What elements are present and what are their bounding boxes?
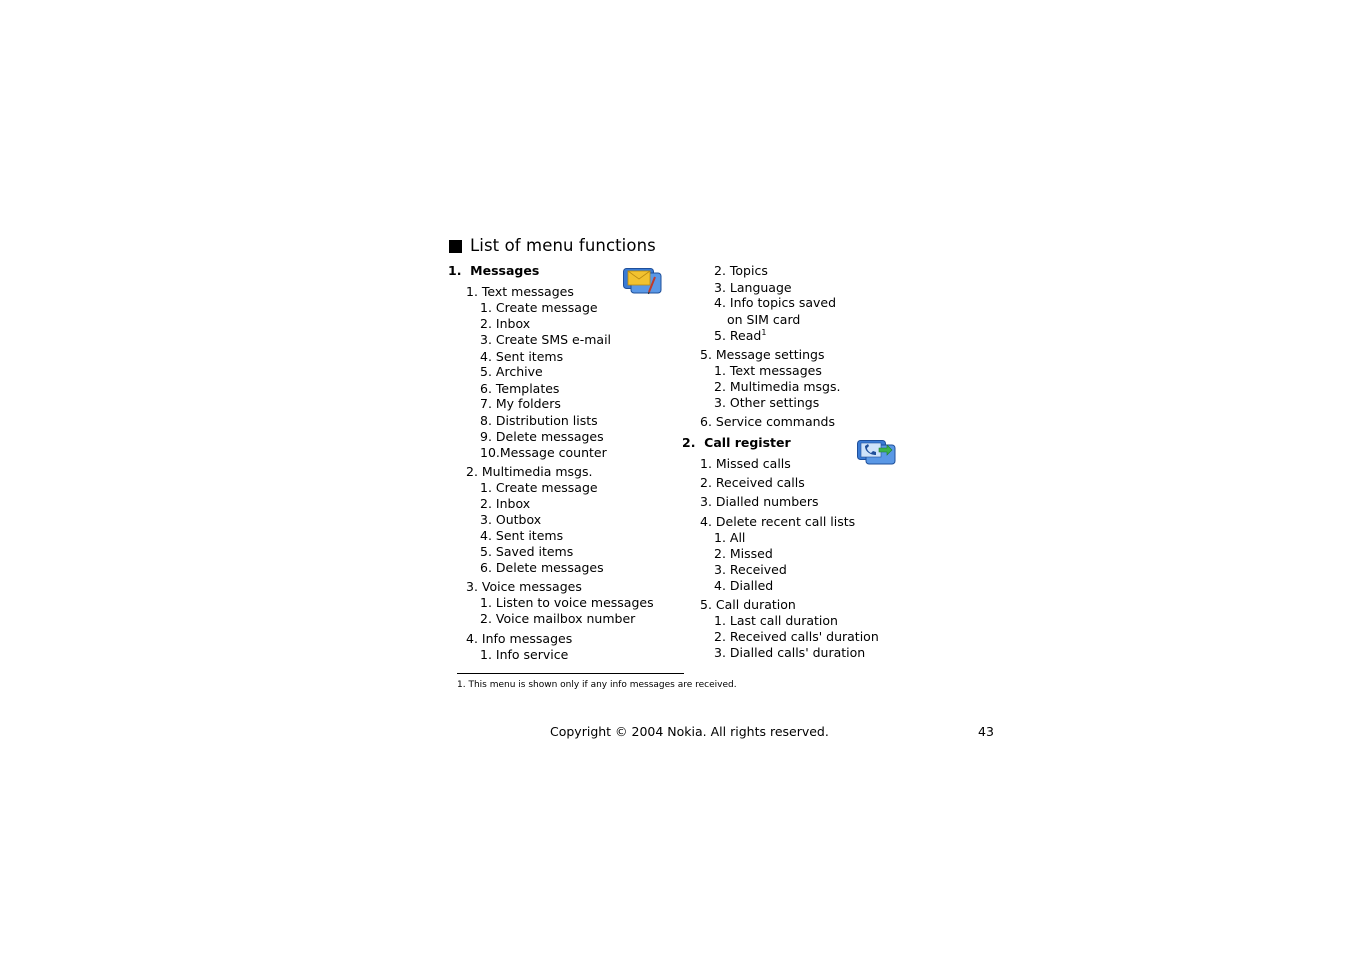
footnote-ref: 1 [761,328,767,337]
footnote-divider [457,673,684,674]
menu-item: on SIM card [727,312,801,327]
menu-item: 8. Distribution lists [480,413,598,428]
menu-item: 1. Text messages [466,284,574,299]
menu-item-call-register: 2. Call register [682,435,791,450]
menu-item: 10.Message counter [480,445,607,460]
menu-item: 1. Create message [480,300,598,315]
menu-item: 1. Listen to voice messages [480,595,654,610]
menu-item: 1. Info service [480,647,569,662]
menu-item: 1. Create message [480,480,598,495]
menu-item: 5. Saved items [480,544,574,559]
menu-item: 1. Text messages [714,363,822,378]
page-number: 43 [978,724,994,739]
footnote: 1. This menu is shown only if any info messages are received. [457,680,737,690]
menu-item: 5. Message settings [700,347,825,362]
menu-item: 4. Sent items [480,349,564,364]
heading-bullet [449,240,462,253]
menu-item: 2. Received calls' duration [714,629,879,644]
menu-item: 1. All [714,530,746,545]
menu-item: 1. Last call duration [714,613,838,628]
menu-item: 1. Missed calls [700,456,791,471]
menu-item: 2. Multimedia msgs. [466,464,593,479]
menu-item: 4. Info topics saved [714,295,837,310]
menu-item: 2. Topics [714,263,768,278]
menu-item: 3. Other settings [714,395,820,410]
call-log-icon [857,440,897,466]
menu-item-read: 5. Read$^1$ [714,328,767,343]
menu-item: 4. Sent items [480,528,564,543]
menu-item: 2. Missed [714,546,773,561]
menu-item: 4. Info messages [466,631,573,646]
menu-item: 6. Service commands [700,414,835,429]
copyright: Copyright © 2004 Nokia. All rights reserved. [550,724,829,739]
menu-item: 7. My folders [480,396,561,411]
menu-item: 2. Inbox [480,316,531,331]
menu-item: 5. Archive [480,364,543,379]
menu-item: 2. Received calls [700,475,805,490]
menu-item: 4. Delete recent call lists [700,514,856,529]
menu-item: 4. Dialled [714,578,774,593]
menu-item: 2. Multimedia msgs. [714,379,841,394]
menu-item-messages: 1. Messages [448,263,540,278]
menu-item: 3. Dialled numbers [700,494,819,509]
menu-item: 3. Received [714,562,787,577]
menu-item: 3. Outbox [480,512,542,527]
menu-item: 5. Call duration [700,597,796,612]
menu-item: 6. Delete messages [480,560,604,575]
menu-item: 6. Templates [480,381,560,396]
envelope-pencil-icon [623,268,663,295]
menu-item: 3. Dialled calls' duration [714,645,866,660]
page-heading: List of menu functions [470,236,656,255]
menu-item: 9. Delete messages [480,429,604,444]
menu-item: 3. Create SMS e-mail [480,332,612,347]
menu-item: 3. Language [714,280,792,295]
menu-item: 2. Voice mailbox number [480,611,636,626]
menu-item: 2. Inbox [480,496,531,511]
menu-item: 3. Voice messages [466,579,582,594]
